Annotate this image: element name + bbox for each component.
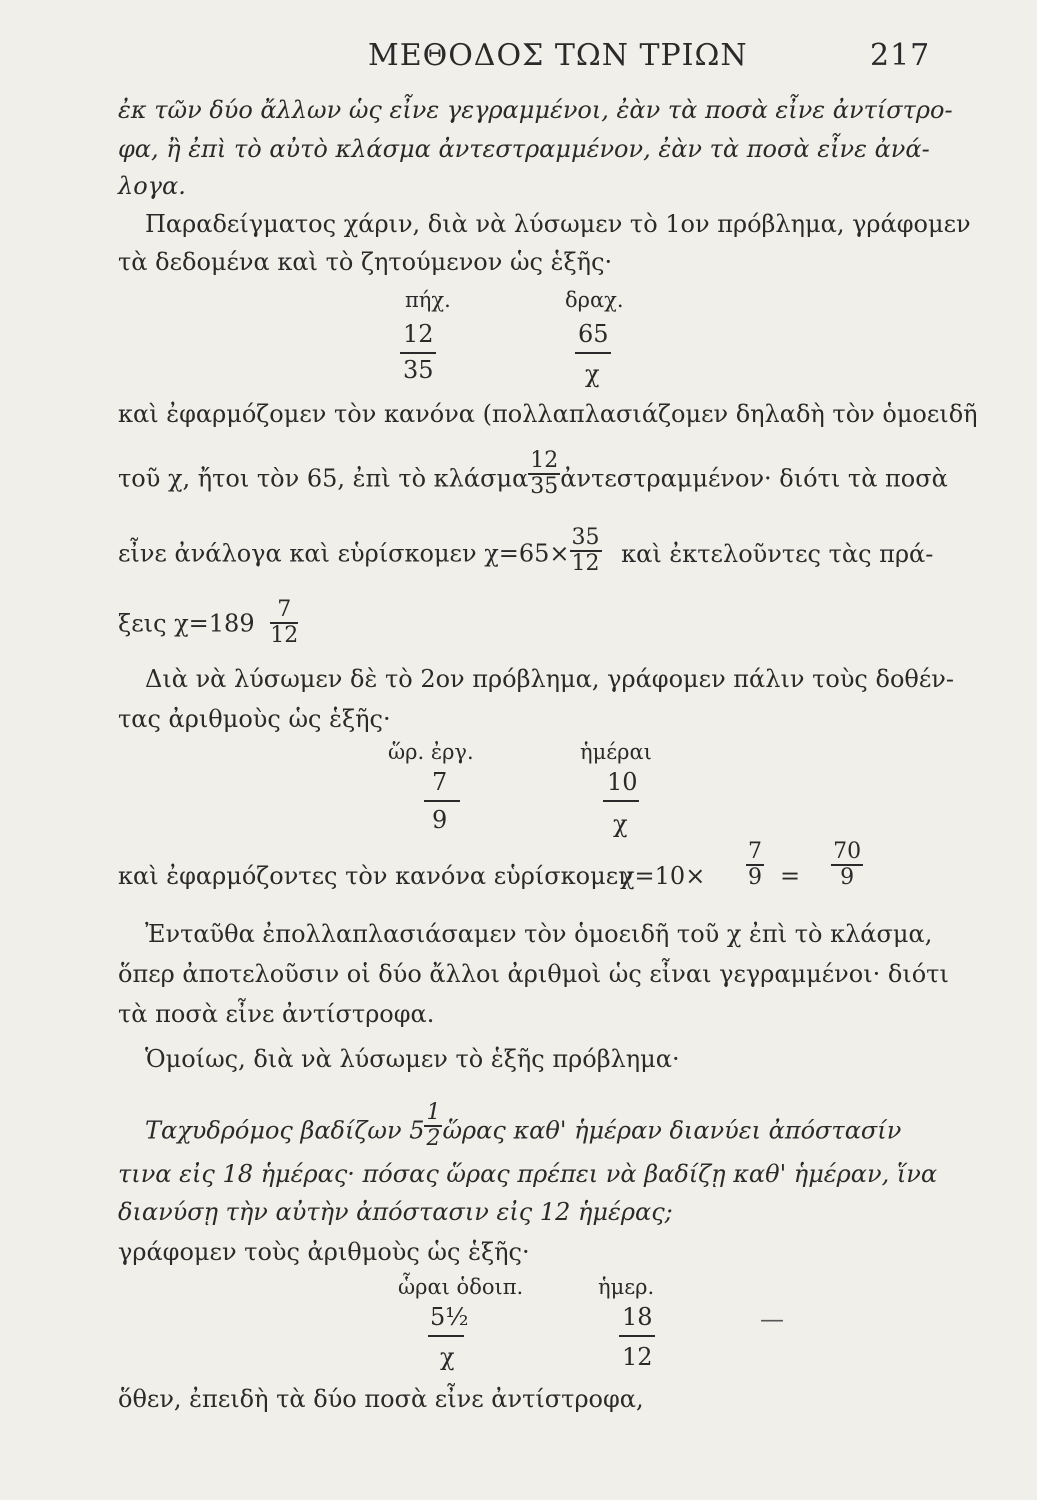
text-line-3: λογα. bbox=[118, 172, 186, 200]
table2-b-line bbox=[603, 800, 639, 802]
fraction-denominator: 12 bbox=[270, 623, 299, 648]
table2-b-bot: χ bbox=[613, 810, 628, 838]
table1-b-bot: χ bbox=[585, 360, 600, 388]
text-line-18: τινα εἰς 18 ἡμέρας· πόσας ὥρας πρέπει νὰ βαδίζῃ καθ' ἡμέραν, ἵνα bbox=[118, 1160, 938, 1188]
table2-a-line bbox=[424, 800, 460, 802]
margin-dash: — bbox=[760, 1305, 784, 1333]
table2-header-1: ὥρ. ἐργ. bbox=[388, 740, 474, 764]
table1-b-top: 65 bbox=[578, 320, 609, 348]
text-line-15: τὰ ποσὰ εἶνε ἀντίστροφα. bbox=[118, 1000, 435, 1028]
table1-a-line bbox=[400, 352, 436, 354]
text-line-7b: ἀντεστραμμένον· διότι τὰ ποσὰ bbox=[560, 464, 948, 493]
table3-b-top: 18 bbox=[622, 1303, 653, 1331]
fraction-12-35 bbox=[528, 449, 560, 499]
fraction-70-9 bbox=[831, 840, 863, 890]
fraction-numerator: 7 bbox=[748, 839, 762, 864]
equation-x-10: χ=10× bbox=[620, 862, 706, 890]
table1-b-line bbox=[575, 352, 611, 354]
text-line-17a: Ταχυδρόμος βαδίζων 5 bbox=[145, 1116, 425, 1145]
table1-header-1: πήχ. bbox=[405, 288, 451, 312]
text-line-17 bbox=[145, 1100, 902, 1157]
fraction-numerator: 7 bbox=[270, 598, 298, 624]
fraction-denominator: 12 bbox=[571, 551, 600, 576]
running-head: ΜΕΘΟΔΟΣ ΤΩΝ ΤΡΙΩΝ bbox=[368, 38, 748, 73]
fraction-denominator: 2 bbox=[426, 1126, 441, 1151]
table3-header-1: ὧραι ὁδοιπ. bbox=[398, 1275, 524, 1299]
equals-sign: = bbox=[780, 862, 801, 890]
fraction-1-2 bbox=[424, 1101, 442, 1151]
table3-b-line bbox=[619, 1335, 655, 1337]
table1-a-top: 12 bbox=[403, 320, 434, 348]
table1-header-2: δραχ. bbox=[565, 288, 624, 312]
fraction-35-12 bbox=[570, 526, 602, 576]
fraction-7-9 bbox=[746, 840, 764, 890]
table3-header-2: ἡμερ. bbox=[598, 1275, 655, 1299]
table3-a-top: 5½ bbox=[430, 1303, 469, 1331]
fraction-numerator: 35 bbox=[571, 525, 600, 550]
table3-b-bot: 12 bbox=[622, 1343, 653, 1371]
text-line-20: γράφομεν τοὺς ἀριθμοὺς ὡς ἑξῆς· bbox=[118, 1238, 530, 1266]
text-line-6: καὶ ἐφαρμόζομεν τὸν κανόνα (πολλαπλασιάζομεν δηλαδὴ τὸν ὁμοειδῆ bbox=[118, 400, 978, 428]
fraction-numerator: 70 bbox=[833, 839, 862, 864]
text-line-21: ὅθεν, ἐπειδὴ τὰ δύο ποσὰ εἶνε ἀντίστροφα, bbox=[118, 1385, 644, 1413]
fraction-denominator: 35 bbox=[530, 474, 559, 499]
text-line-19: διανύσῃ τὴν αὐτὴν ἀπόστασιν εἰς 12 ἡμέρας; bbox=[118, 1198, 673, 1226]
table2-a-bot: 9 bbox=[432, 806, 448, 834]
text-line-17b: ὥρας καθ' ἡμέραν διανύει ἀπόστασίν bbox=[442, 1116, 902, 1145]
fraction-numerator: 1 bbox=[426, 1100, 441, 1125]
text-line-12: καὶ ἐφαρμόζοντες τὸν κανόνα εὑρίσκομεν bbox=[118, 862, 633, 890]
table2-a-top: 7 bbox=[432, 768, 448, 796]
table1-a-bot: 35 bbox=[403, 356, 434, 384]
text-line-1: ἐκ τῶν δύο ἄλλων ὡς εἶνε γεγραμμένοι, ἐὰν τὰ ποσὰ εἶνε ἀντίστρο- bbox=[118, 96, 953, 124]
text-line-7 bbox=[118, 448, 948, 505]
table2-b-top: 10 bbox=[607, 768, 638, 796]
fraction-numerator: 12 bbox=[530, 448, 559, 473]
text-line-8a: εἶνε ἀνάλογα καὶ εὑρίσκομεν χ=65× bbox=[118, 539, 570, 568]
text-line-8 bbox=[118, 525, 934, 580]
text-line-16: Ὁμοίως, διὰ νὰ λύσωμεν τὸ ἑξῆς πρόβλημα· bbox=[145, 1045, 680, 1073]
fraction-7-12 bbox=[270, 598, 298, 648]
table3-a-line bbox=[428, 1335, 464, 1337]
fraction-denominator: 9 bbox=[840, 865, 855, 890]
text-line-11: τας ἀριθμοὺς ὡς ἑξῆς· bbox=[118, 705, 391, 733]
text-line-8b: καὶ ἐκτελοῦντες τὰς πρά- bbox=[621, 539, 934, 568]
text-line-14: ὅπερ ἀποτελοῦσιν οἱ δύο ἄλλοι ἀριθμοὶ ὡς εἶναι γεγραμμένοι· διότι bbox=[118, 960, 949, 988]
text-line-5: τὰ δεδομένα καὶ τὸ ζητούμενον ὡς ἑξῆς· bbox=[118, 248, 613, 276]
text-line-4: Παραδείγματος χάριν, διὰ νὰ λύσωμεν τὸ 1ον πρόβλημα, γράφομεν bbox=[145, 210, 971, 238]
text-line-7a: τοῦ χ, ἤτοι τὸν 65, ἐπὶ τὸ κλάσμα bbox=[118, 464, 529, 493]
fraction-denominator: 9 bbox=[748, 865, 762, 890]
table3-a-bot: χ bbox=[440, 1343, 455, 1371]
text-line-2: φα, ἢ ἐπὶ τὸ αὐτὸ κλάσμα ἀντεστραμμένον, ἐὰν τὰ ποσὰ εἶνε ἀνά- bbox=[118, 135, 930, 163]
text-line-10: Διὰ νὰ λύσωμεν δὲ τὸ 2ον πρόβλημα, γράφομεν πάλιν τοὺς δοθέν- bbox=[145, 665, 954, 693]
table2-header-2: ἡμέραι bbox=[580, 740, 652, 764]
text-line-9a: ξεις χ=189 bbox=[118, 609, 255, 638]
text-line-9 bbox=[118, 597, 299, 650]
text-line-13: Ἐνταῦθα ἐπολλαπλασιάσαμεν τὸν ὁμοειδῆ τοῦ χ ἐπὶ τὸ κλάσμα, bbox=[145, 920, 933, 948]
page-number: 217 bbox=[870, 38, 931, 73]
